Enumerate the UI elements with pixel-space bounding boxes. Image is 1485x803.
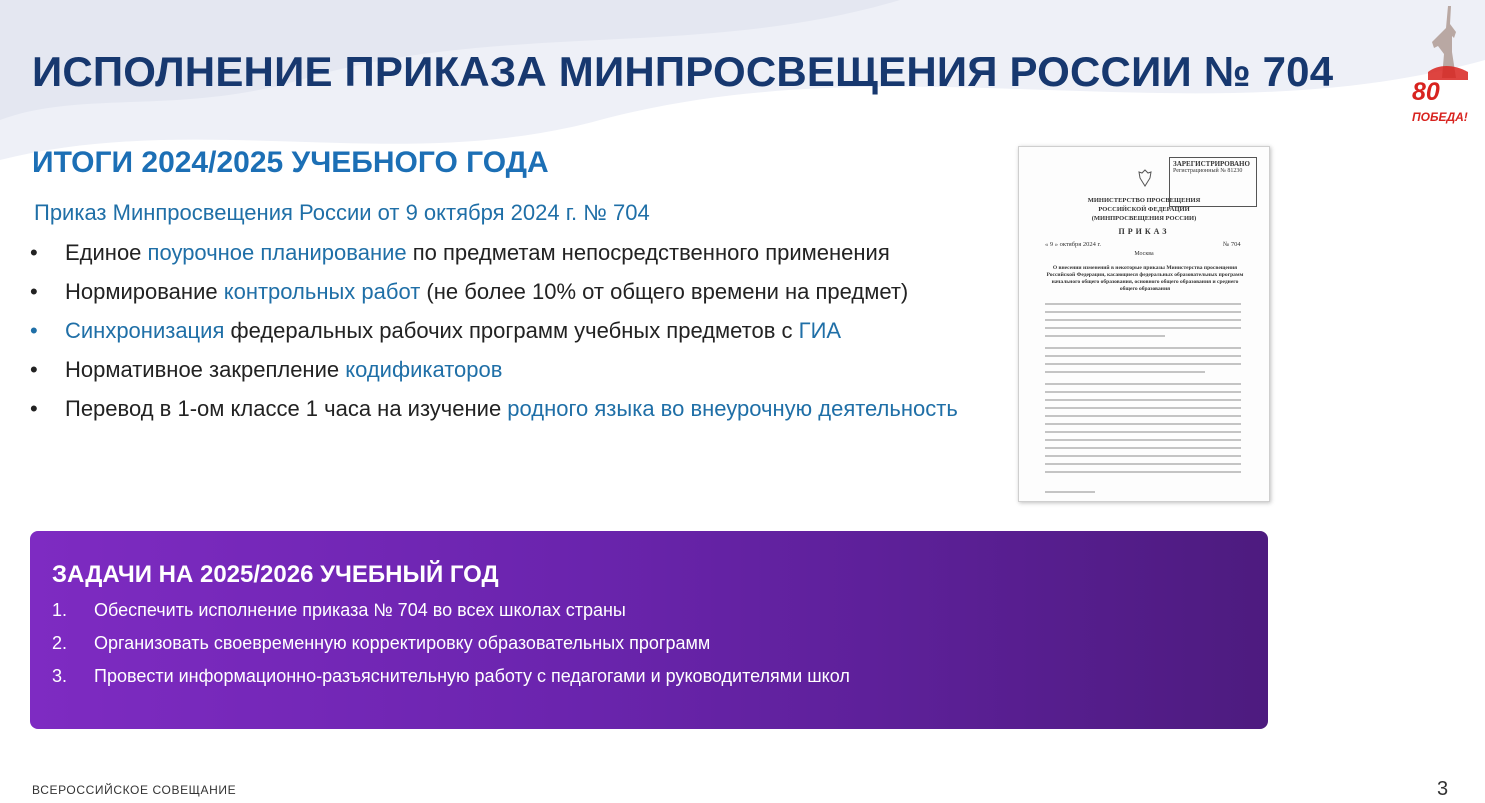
bullet-highlight: Синхронизация <box>65 318 225 343</box>
bullet-item <box>30 277 990 307</box>
bullet-highlight: ГИА <box>798 318 842 343</box>
bullet-item <box>30 394 990 424</box>
slide-title: ИСПОЛНЕНИЕ ПРИКАЗА МИНПРОСВЕЩЕНИЯ РОССИИ № 704 <box>32 48 1334 95</box>
doc-subject: О внесении изменений в некоторые приказы Министерства просвещения Российской Федерации, касающиеся федеральных образовательных программ начального общего образования, основного общего образования и среднего общего образования <box>1046 265 1244 292</box>
bullet-text: Нормативное закрепление <box>65 357 346 382</box>
task-item <box>52 632 850 654</box>
victory-80-logo <box>1408 2 1474 130</box>
doc-city: Москва <box>1134 251 1154 257</box>
task-text: Обеспечить исполнение приказа № 704 во всех школах страны <box>94 600 626 620</box>
bullet-highlight: контрольных работ <box>223 279 421 304</box>
motherland-statue-icon <box>1408 2 1474 82</box>
bullet-highlight: кодификаторов <box>345 357 503 382</box>
bullet-text: (не более 10% от общего времени на предмет) <box>420 279 909 304</box>
doc-header-line: РОССИЙСКОЙ ФЕДЕРАЦИИ <box>1098 206 1190 213</box>
footer-label: ВСЕРОССИЙСКОЕ СОВЕЩАНИЕ <box>32 783 237 797</box>
bullet-marker: • <box>30 357 38 382</box>
stamp-label: ЗАРЕГИСТРИРОВАНО <box>1173 160 1250 168</box>
task-item <box>52 599 850 621</box>
stamp-number: Регистрационный № 81230 <box>1173 168 1243 174</box>
bullet-text: Единое <box>65 240 148 265</box>
bullet-text: федеральных рабочих программ учебных предметов с <box>224 318 799 343</box>
coat-of-arms-icon <box>1137 169 1153 187</box>
bullet-text: Нормирование <box>65 279 224 304</box>
task-number: 2. <box>52 633 68 653</box>
bullet-text: Перевод в 1-ом классе 1 часа на изучение <box>65 396 508 421</box>
bullet-item <box>30 355 990 385</box>
bullet-marker: • <box>30 279 38 304</box>
results-bullet-list <box>30 238 990 433</box>
doc-type: ПРИКАЗ <box>1118 227 1170 236</box>
doc-number: № 704 <box>1223 241 1241 248</box>
order-document-image <box>1018 146 1270 502</box>
tasks-panel <box>30 531 1268 729</box>
order-reference: Приказ Минпросвещения России от 9 октября 2024 г. № 704 <box>34 200 650 225</box>
task-number: 1. <box>52 600 68 620</box>
task-number: 3. <box>52 666 68 686</box>
bullet-item <box>30 238 990 268</box>
bullet-marker: • <box>30 318 38 343</box>
task-text: Провести информационно-разъяснительную работу с педагогами и руководителями школ <box>94 666 850 686</box>
tasks-title: ЗАДАЧИ НА 2025/2026 УЧЕБНЫЙ ГОД <box>52 561 499 588</box>
bullet-text: по предметам непосредственного применения <box>406 240 890 265</box>
logo-word: ПОБЕДА! <box>1412 110 1468 124</box>
section-subtitle: ИТОГИ 2024/2025 УЧЕБНОГО ГОДА <box>32 146 549 179</box>
page-number: 3 <box>1437 778 1449 800</box>
bullet-highlight: поурочное планирование <box>147 240 407 265</box>
doc-date: « 9 » октября 2024 г. <box>1045 241 1102 248</box>
bullet-item <box>30 316 990 346</box>
task-text: Организовать своевременную корректировку образовательных программ <box>94 633 711 653</box>
bullet-marker: • <box>30 396 38 421</box>
logo-number: 80 <box>1412 78 1440 106</box>
bullet-marker: • <box>30 240 38 265</box>
doc-header-line: МИНИСТЕРСТВО ПРОСВЕЩЕНИЯ <box>1087 197 1201 204</box>
task-item <box>52 665 850 687</box>
bullet-highlight: родного языка во внеурочную деятельность <box>507 396 958 421</box>
tasks-list <box>52 599 850 698</box>
doc-header-line: (МИНПРОСВЕЩЕНИЯ РОССИИ) <box>1091 215 1197 222</box>
